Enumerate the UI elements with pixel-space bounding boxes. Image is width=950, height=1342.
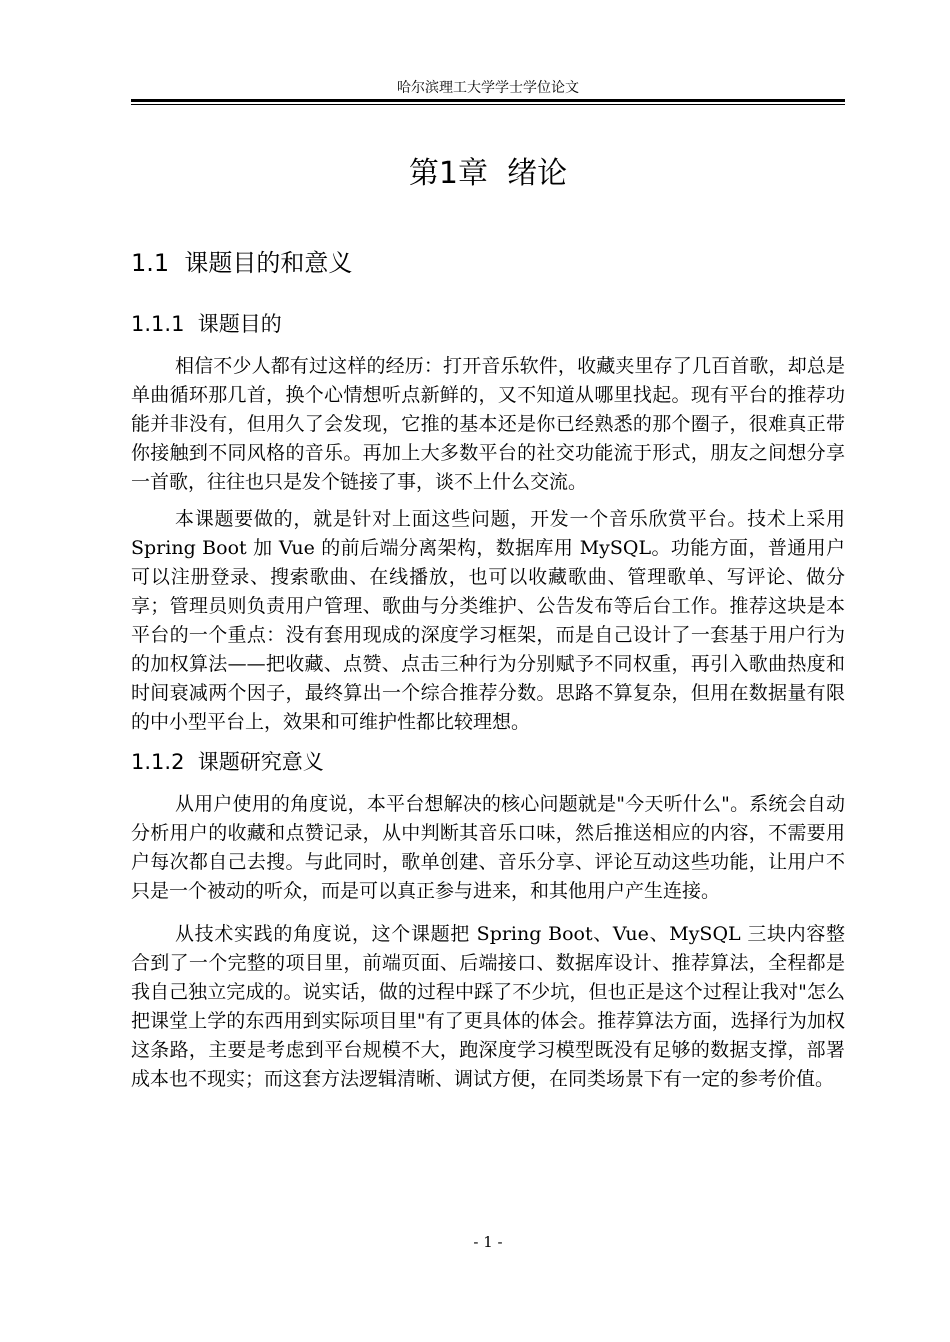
- page-number: - 1 -: [473, 1233, 503, 1251]
- header-rule-thick: [131, 99, 845, 102]
- paragraph-significance-1: 从用户使用的角度说，本平台想解决的核心问题就是"今天听什么"。系统会自动分析用户的收藏和点赞记录，从中判断其音乐口味，然后推送相应的内容，不需要用户每次都自己去搜。与此同时，歌单创建、音乐分享、评论互动这些功能，让用户不只是一个被动的听众，而是可以真正参与进来，和其他用户产生连接。: [131, 793, 845, 902]
- section-heading-1-1-1: 1.1.1 课题目的: [131, 312, 282, 336]
- paragraph-purpose-1: 相信不少人都有过这样的经历：打开音乐软件，收藏夹里存了几百首歌，却总是单曲循环那几首，换个心情想听点新鲜的，又不知道从哪里找起。现有平台的推荐功能并非没有，但用久了会发现，它推的基本还是你已经熟悉的那个圈子，很难真正带你接触到不同风格的音乐。再加上大多数平台的社交功能流于形式，朋友之间想分享一首歌，往往也只是发个链接了事，谈不上什么交流。: [131, 355, 845, 493]
- paragraph-purpose-2: 本课题要做的，就是针对上面这些问题，开发一个音乐欣赏平台。技术上采用 Spring Boot 加 Vue 的前后端分离架构，数据库用 MySQL。功能方面，普通用户可以注册登录、搜索歌曲、在线播放，也可以收藏歌曲、管理歌单、写评论、做分享；管理员则负责用户管理、歌曲与分类维护、公告发布等后台工作。推荐这块是本平台的一个重点：没有套用现成的深度学习框架，而是自己设计了一套基于用户行为的加权算法——把收藏、点赞、点击三种行为分别赋予不同权重，再引入歌曲热度和时间衰减两个因子，最终算出一个综合推荐分数。思路不算复杂，但用在数据量有限的中小型平台上，效果和可维护性都比较理想。: [131, 508, 845, 733]
- chapter-title: 第1章 绪论: [408, 156, 568, 191]
- section-heading-1-1: 1.1 课题目的和意义: [131, 249, 353, 277]
- running-header: 哈尔滨理工大学学士学位论文: [397, 80, 579, 96]
- section-heading-1-1-2: 1.1.2 课题研究意义: [131, 750, 324, 774]
- header-rule-thin: [131, 104, 845, 105]
- paragraph-significance-2: 从技术实践的角度说，这个课题把 Spring Boot、Vue、MySQL 三块内容整合到了一个完整的项目里，前端页面、后端接口、数据库设计、推荐算法，全程都是我自己独立完成的。说实话，做的过程中踩了不少坑，但也正是这个过程让我对"怎么把课堂上学的东西用到实际项目里"有了更具体的体会。推荐算法方面，选择行为加权这条路，主要是考虑到平台规模不大，跑深度学习模型既没有足够的数据支撑，部署成本也不现实；而这套方法逻辑清晰、调试方便，在同类场景下有一定的参考价值。: [131, 923, 845, 1090]
